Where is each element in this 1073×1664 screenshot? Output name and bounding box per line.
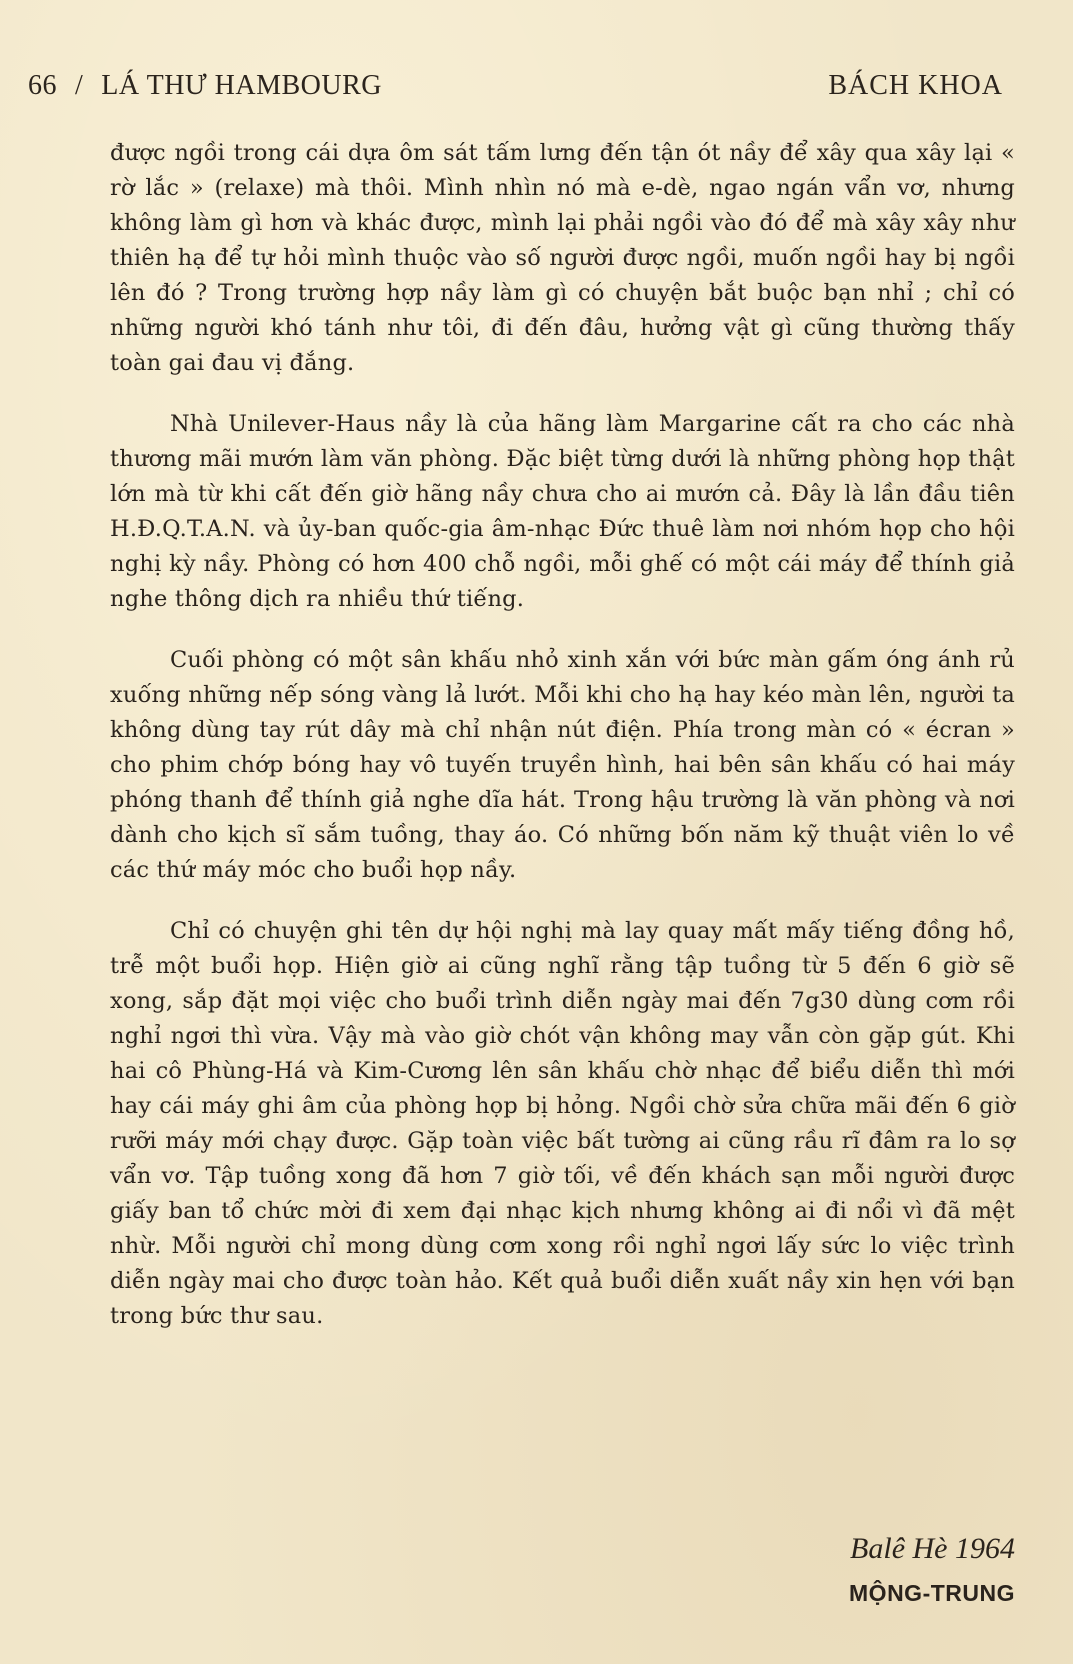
running-head (28, 70, 382, 102)
paragraph-continuation: được ngồi trong cái dựa ôm sát tấm lưng đến tận ót nầy để xây qua xây lại « rờ lắc » (relaxe) mà thôi. Mình nhìn nó mà e-dè, ngao ngán vẩn vơ, nhưng không làm gì hơn và khác được, mình lại phải ngồi vào đó để mà xây xây như thiên hạ để tự hỏi mình thuộc vào số người được ngồi, muốn ngồi hay bị ngồi lên đó ? Trong trường hợp nầy làm gì có chuyện bắt buộc bạn nhỉ ; chỉ có những người khó tánh như tôi, đi đến đâu, hưởng vật gì cũng thường thấy toàn gai đau vị đắng. (110, 140, 1015, 376)
header-separator: / (75, 70, 84, 101)
page-number: 66 (28, 70, 57, 101)
article-body (110, 136, 1015, 1360)
page-header (28, 70, 1003, 110)
signature-author: MỘNG-TRUNG (849, 1580, 1015, 1606)
signature-date-place: Balê Hè 1964 (850, 1532, 1015, 1565)
signature-block (849, 1532, 1015, 1607)
paragraph: Chỉ có chuyện ghi tên dự hội nghị mà lay quay mất mấy tiếng đồng hồ, trễ một buổi họp. Hiện giờ ai cũng nghĩ rằng tập tuồng từ 5 đến 6 giờ sẽ xong, sắp đặt mọi việc cho buổi trình diễn ngày mai đến 7g30 dùng cơm rồi nghỉ ngơi thì vừa. Vậy mà vào giờ chót vận không may vẫn còn gặp gút. Khi hai cô Phùng-Há và Kim-Cương lên sân khấu chờ nhạc để biểu diễn thì mới hay cái máy ghi âm của phòng họp bị hỏng. Ngồi chờ sửa chữa mãi đến 6 giờ rưỡi máy mới chạy được. Gặp toàn việc bất tường ai cũng rầu rĩ đâm ra lo sợ vẩn vơ. Tập tuồng xong đã hơn 7 giờ tối, về đến khách sạn mỗi người được giấy ban tổ chức mời đi xem đại nhạc kịch nhưng không ai đi nổi vì đã mệt nhừ. Mỗi người chỉ mong dùng cơm xong rồi nghỉ ngơi lấy sức lo việc trình diễn ngày mai cho được toàn hảo. Kết quả buổi diễn xuất nầy xin hẹn với bạn trong bức thư sau. (110, 918, 1015, 1329)
paragraph: Cuối phòng có một sân khấu nhỏ xinh xắn với bức màn gấm óng ánh rủ xuống những nếp sóng vàng lả lướt. Mỗi khi cho hạ hay kéo màn lên, người ta không dùng tay rút dây mà chỉ nhận nút điện. Phía trong màn có « écran » cho phim chớp bóng hay vô tuyến truyền hình, hai bên sân khấu có hai máy phóng thanh để thính giả nghe dĩa hát. Trong hậu trường là văn phòng và nơi dành cho kịch sĩ sắm tuồng, thay áo. Có những bốn năm kỹ thuật viên lo về các thứ máy móc cho buổi họp nầy. (110, 647, 1015, 883)
article-title: LÁ THƯ HAMBOURG (101, 70, 382, 101)
journal-name: BÁCH KHOA (828, 70, 1003, 101)
paragraph: Nhà Unilever-Haus nầy là của hãng làm Margarine cất ra cho các nhà thương mãi mướn làm văn phòng. Đặc biệt từng dưới là những phòng họp thật lớn mà từ khi cất đến giờ hãng nầy chưa cho ai mướn cả. Đây là lần đầu tiên H.Đ.Q.T.A.N. và ủy-ban quốc-gia âm-nhạc Đức thuê làm nơi nhóm họp cho hội nghị kỳ nầy. Phòng có hơn 400 chỗ ngồi, mỗi ghế có một cái máy để thính giả nghe thông dịch ra nhiều thứ tiếng. (110, 411, 1015, 612)
